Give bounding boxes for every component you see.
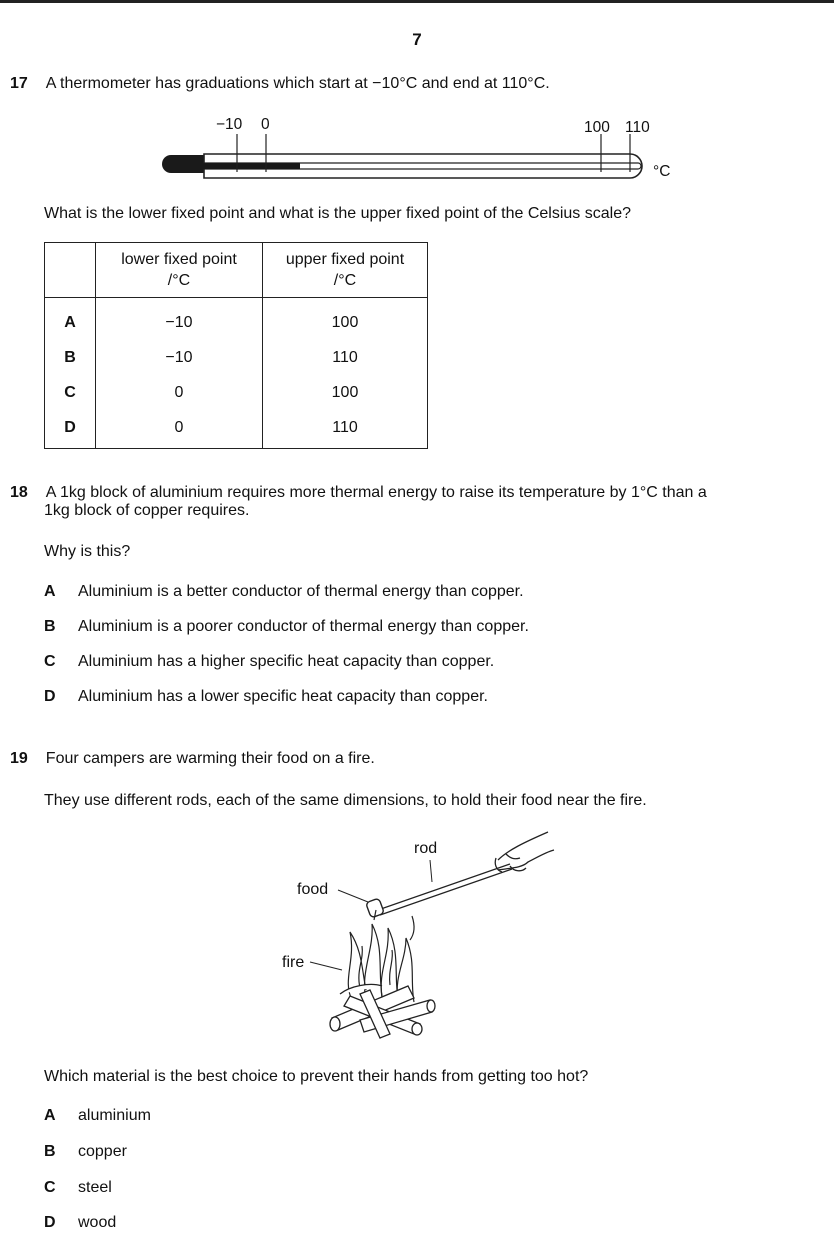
scale-label-0: 0	[261, 116, 270, 133]
rod	[378, 864, 512, 915]
scale-label-minus10: −10	[216, 116, 243, 133]
question-number: 19	[10, 750, 28, 767]
question-17-prompt: What is the lower fixed point and what is the upper fixed point of the Celsius scale?	[44, 205, 631, 222]
option-text: Aluminium is a poorer conductor of thermal energy than copper.	[78, 618, 529, 635]
option-text: aluminium	[78, 1107, 151, 1124]
option-text: wood	[78, 1214, 117, 1231]
option-text: Aluminium is a better conductor of thermal energy than copper.	[78, 583, 524, 600]
option-c[interactable]	[44, 1179, 112, 1197]
question-text: A thermometer has graduations which start at −10°C and end at 110°C.	[45, 75, 550, 92]
table-row	[45, 298, 428, 341]
question-text-line2: 1kg block of copper requires.	[44, 502, 250, 519]
food-leader-line	[338, 890, 368, 902]
table-header-upper	[263, 243, 428, 298]
header-lower-line1: lower fixed point	[121, 251, 237, 268]
table-row	[45, 410, 428, 449]
lower-value: 0	[96, 375, 263, 410]
option-letter: D	[45, 410, 96, 449]
table-row	[45, 375, 428, 410]
label-rod: rod	[414, 840, 438, 857]
option-text: steel	[78, 1179, 112, 1196]
label-fire: fire	[282, 954, 305, 971]
answer-table	[44, 242, 428, 449]
option-letter: C	[44, 653, 56, 670]
header-upper-line2: /°C	[333, 272, 357, 289]
logs-drawing	[330, 984, 435, 1038]
upper-value: 110	[263, 340, 428, 375]
option-a[interactable]	[44, 583, 524, 601]
table-header-blank	[45, 243, 96, 298]
option-text: Aluminium has a lower specific heat capacity than copper.	[78, 688, 488, 705]
scale-unit: °C	[653, 163, 671, 180]
option-letter: C	[44, 1179, 56, 1196]
upper-value: 100	[263, 375, 428, 410]
upper-value: 100	[263, 298, 428, 341]
top-rule	[0, 0, 834, 3]
page-number: 7	[412, 30, 422, 49]
option-d[interactable]	[44, 688, 488, 706]
question-19-prompt: Which material is the best choice to prevent their hands from getting too hot?	[44, 1068, 589, 1085]
question-text-line1: A 1kg block of aluminium requires more thermal energy to raise its temperature by 1°C than a	[45, 484, 707, 501]
mercury-column	[200, 163, 300, 169]
table-header-lower	[96, 243, 263, 298]
option-letter: B	[44, 618, 56, 635]
question-17-stem	[10, 75, 550, 93]
option-letter: B	[45, 340, 96, 375]
question-text-line2: They use different rods, each of the same dimensions, to hold their food near the fire.	[44, 792, 647, 809]
header-upper-line1: upper fixed point	[285, 251, 405, 268]
question-18-prompt: Why is this?	[44, 543, 131, 560]
question-text-line1: Four campers are warming their food on a fire.	[45, 750, 375, 767]
question-19-stem	[10, 750, 375, 768]
lower-value: −10	[96, 340, 263, 375]
option-d[interactable]	[44, 1214, 116, 1232]
option-letter: A	[44, 1107, 56, 1124]
option-letter: D	[44, 1214, 56, 1231]
fire-leader-line	[310, 962, 342, 970]
option-letter: A	[44, 583, 56, 600]
option-b[interactable]	[44, 618, 529, 636]
label-food: food	[297, 881, 329, 898]
option-a[interactable]	[44, 1107, 151, 1125]
scale-label-110: 110	[625, 119, 650, 136]
option-b[interactable]	[44, 1143, 127, 1161]
header-lower-line2: /°C	[167, 272, 191, 289]
question-number: 18	[10, 484, 28, 501]
option-letter: B	[44, 1143, 56, 1160]
question-number: 17	[10, 75, 28, 92]
question-18-stem	[10, 484, 707, 502]
option-letter: C	[45, 375, 96, 410]
scale-label-100: 100	[584, 119, 610, 136]
rod-leader-line	[430, 860, 432, 882]
lower-value: −10	[96, 298, 263, 341]
option-c[interactable]	[44, 653, 494, 671]
option-text: copper	[78, 1143, 127, 1160]
option-letter: A	[45, 298, 96, 341]
option-text: Aluminium has a higher specific heat capacity than copper.	[78, 653, 495, 670]
thermometer	[162, 134, 642, 178]
lower-value: 0	[96, 410, 263, 449]
table-header-row	[45, 243, 428, 298]
table-row	[45, 340, 428, 375]
upper-value: 110	[263, 410, 428, 449]
option-letter: D	[44, 688, 56, 705]
